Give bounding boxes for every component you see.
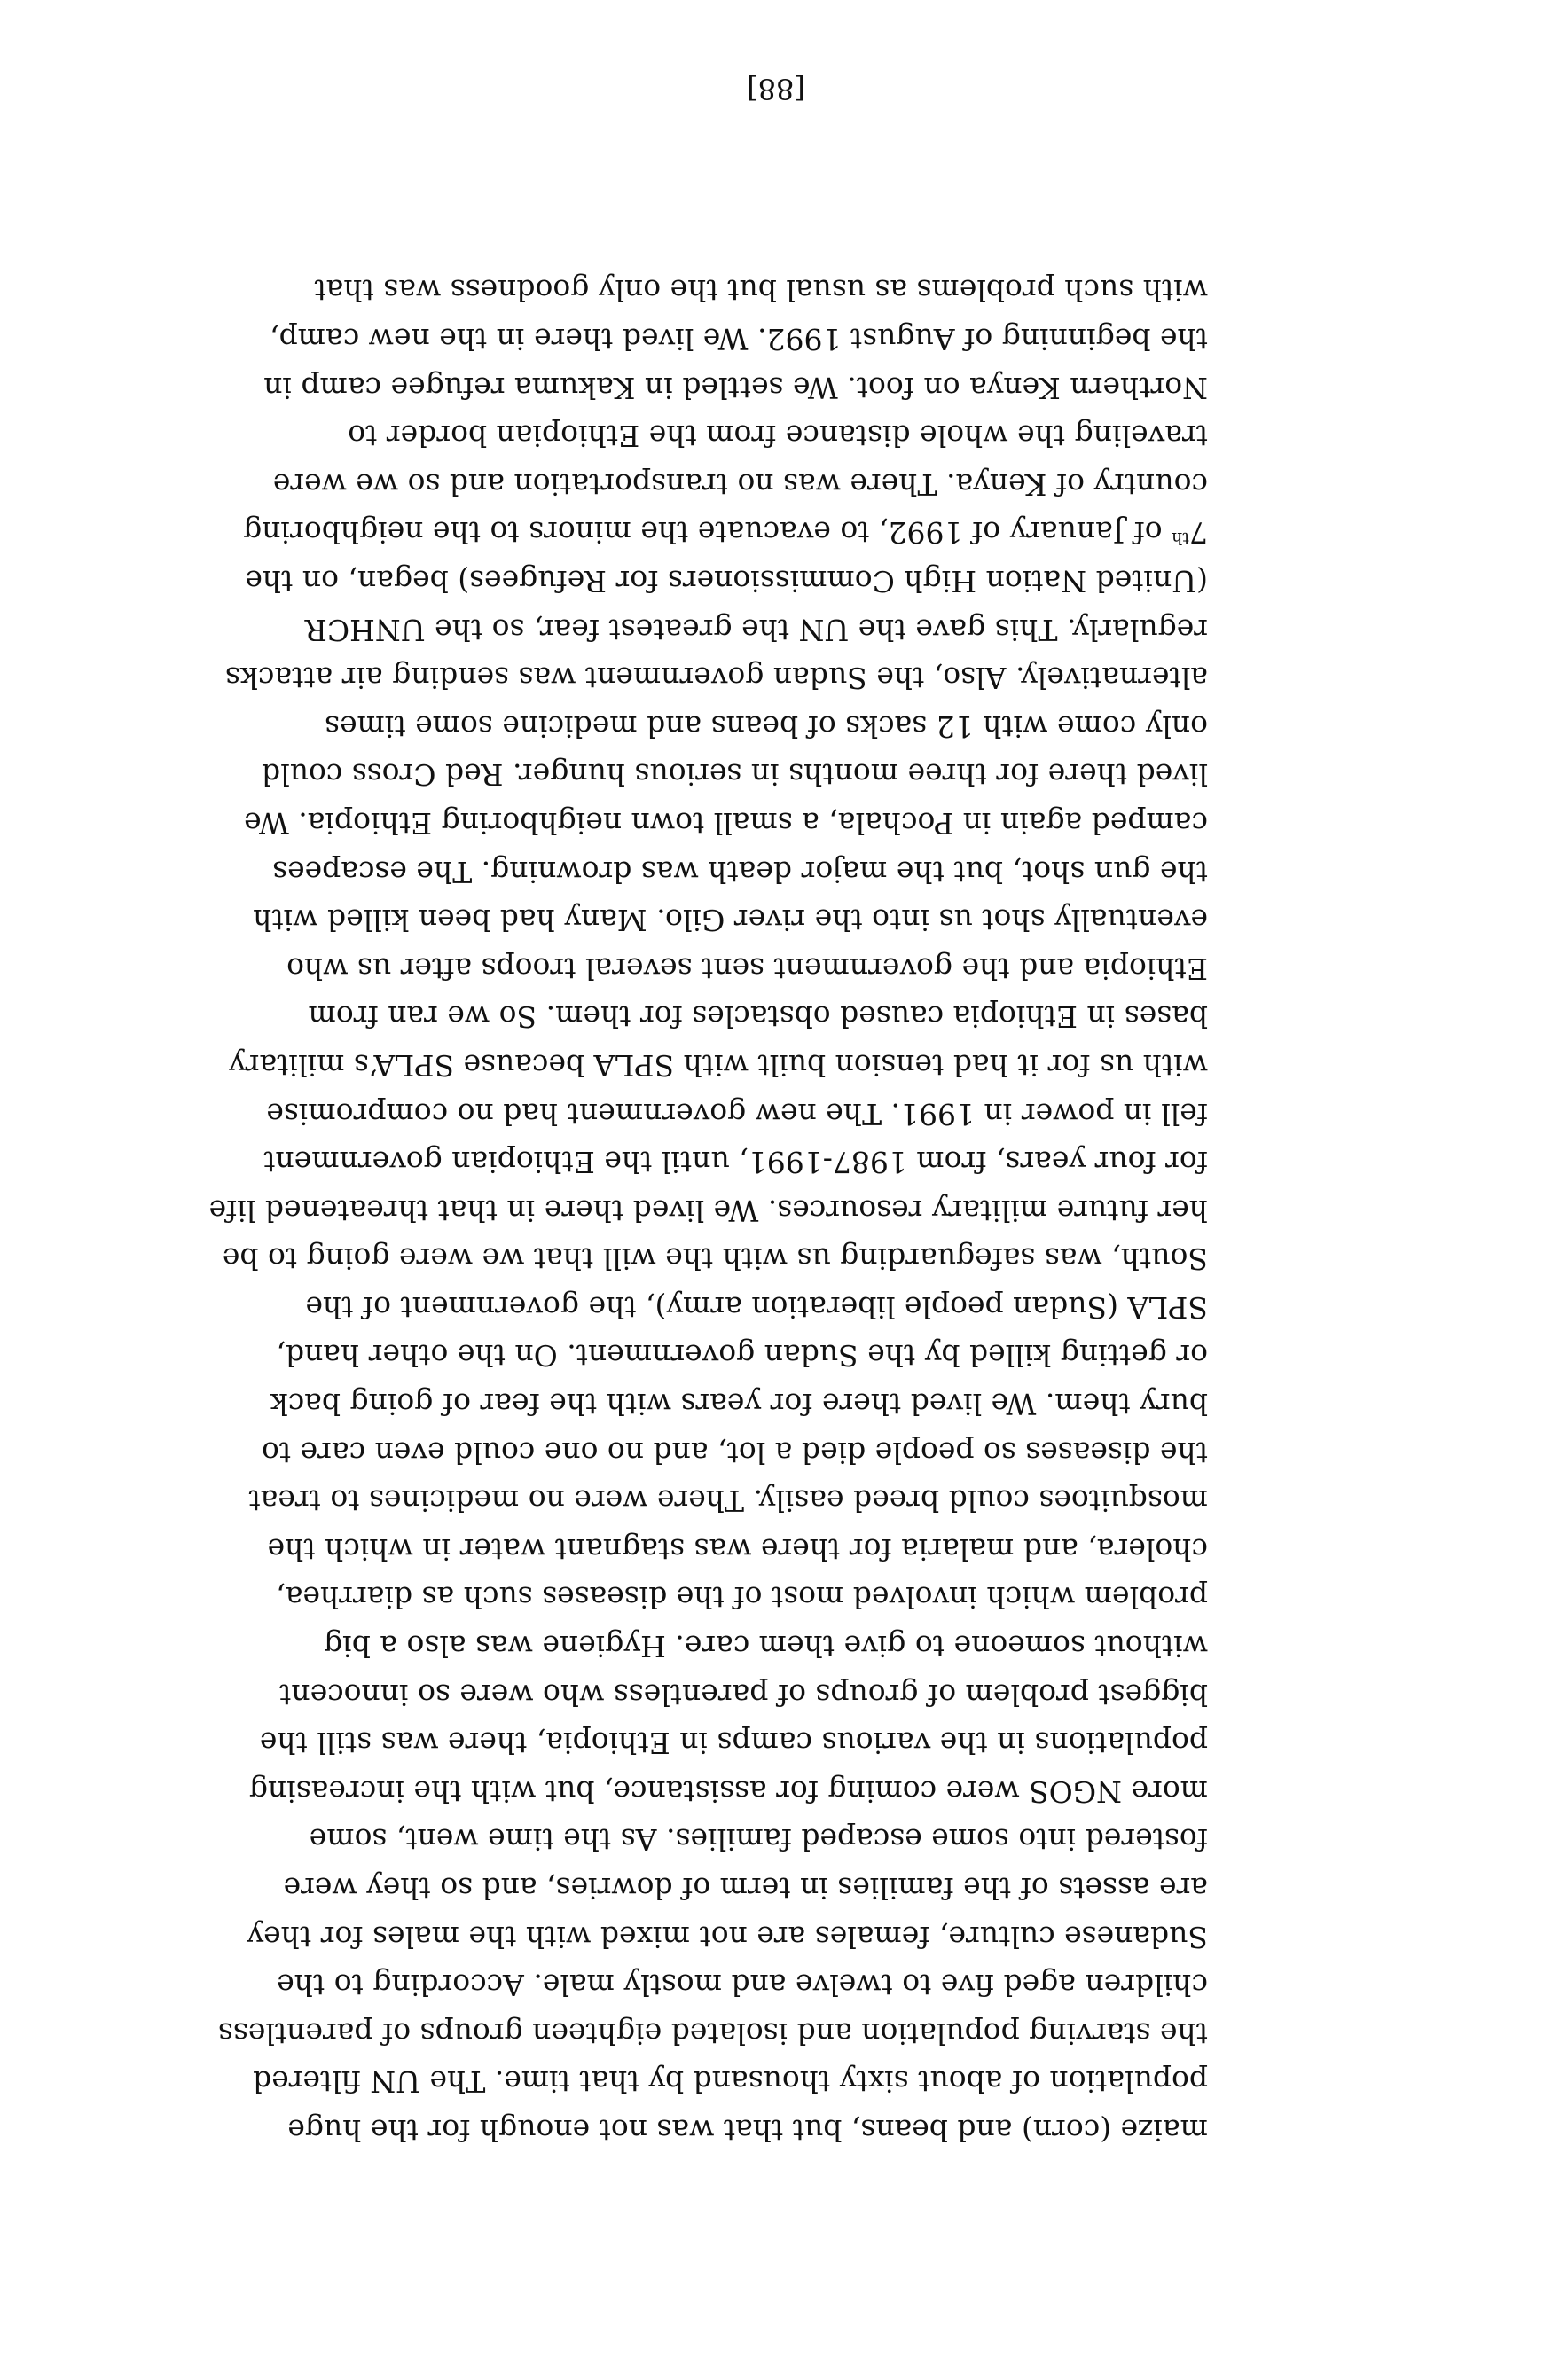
text-line: mosquitoes could breed easily. There were no medicines to treat xyxy=(248,1484,1208,1519)
text-line: biggest problem of groups of parentless who were so innocent xyxy=(279,1677,1208,1712)
text-line: (United Nation High Commissioners for Refugees) began, on the xyxy=(245,564,1208,599)
text-line: only come with 12 sacks of beans and medicine some times xyxy=(325,709,1208,744)
body-text xyxy=(179,266,1208,2154)
text-line: the diseases so people died a lot, and no one could even care to xyxy=(262,1435,1208,1470)
line-remainder: of January of 1992, to evacuate the minors to the neighboring xyxy=(243,515,1172,551)
text-line: population of about sixty thousand by that time. The UN filtered xyxy=(253,2064,1208,2100)
text-line: children aged five to twelve and mostly male. According to the xyxy=(277,1968,1208,2003)
text-line: the beginning of August 1992. We lived there in the new camp, xyxy=(270,322,1208,357)
text-line: regularly. This gave the UN the greatest fear, so the UNHCR xyxy=(305,612,1208,647)
text-line: are assets of the families in term of dowries, and so they were xyxy=(283,1871,1208,1906)
text-line: populations in the various camps in Ethiopia, there was still the xyxy=(259,1726,1208,1761)
text-line: Northern Kenya on foot. We settled in Kakuma refugee camp in xyxy=(263,370,1208,405)
text-line: or getting killed by the Sudan government. On the other hand, xyxy=(276,1338,1208,1374)
text-line: country of Kenya. There was no transportation and so we were xyxy=(272,466,1208,502)
text-line: traveling the whole distance from the Ethiopian border to xyxy=(348,419,1208,454)
text-line: Sudanese culture, females are not mixed with the males for they xyxy=(247,1919,1208,1954)
ordinal-number: 7 xyxy=(1189,515,1208,551)
text-line: eventually shot us into the river Gilo. Many had been killed with xyxy=(253,903,1208,938)
text-line xyxy=(179,508,1208,557)
text-line: with us for it had tension built with SPLA because SPLA’s military xyxy=(229,1047,1208,1083)
text-line: more NGOS were coming for assistance, but with the increasing xyxy=(248,1773,1208,1809)
text-line: with such problems as usual but the only goodness was that xyxy=(314,273,1208,309)
text-line: fostered into some escaped families. As the time went, some xyxy=(309,1822,1208,1858)
text-line: bases in Ethiopia caused obstacles for them. So we ran from xyxy=(308,999,1208,1035)
text-line: SPLA (Sudan people liberation army), the government of the xyxy=(305,1289,1208,1325)
text-line: alternatively. Also, the Sudan government was sending air attacks xyxy=(224,661,1208,696)
text-line: for four years, from 1987-1991, until the Ethiopian government xyxy=(263,1145,1208,1180)
text-line: South, was safeguarding us with the will that we were going to be xyxy=(222,1241,1208,1277)
text-line: maize (corn) and beans, but that was not enough for the huge xyxy=(287,2113,1208,2148)
text-line: her future military resources. We lived there in that threatened life xyxy=(208,1193,1208,1228)
text-line: the gun shot, but the major death was drowning. The escapees xyxy=(272,854,1208,889)
ordinal-suffix: th xyxy=(1172,528,1189,549)
text-line: problem which involved most of the diseases such as diarrhea, xyxy=(276,1580,1208,1616)
text-line: lived there for three months in serious hunger. Red Cross could xyxy=(262,757,1208,793)
page-number: [88] xyxy=(747,72,805,106)
text-line: without someone to give them care. Hygiene was also a big xyxy=(324,1629,1208,1664)
text-line: cholera, and malaria for there was stagnant water in which the xyxy=(267,1531,1208,1567)
text-line: Ethiopia and the government sent several troops after us who xyxy=(286,951,1208,986)
text-line: camped again in Pochala, a small town neighboring Ethiopia. We xyxy=(244,805,1208,841)
text-line: the starving population and isolated eighteen groups of parentless xyxy=(217,2016,1208,2051)
text-line: fell in power in 1991. The new government had no compromise xyxy=(266,1096,1208,1131)
text-line: bury them. We lived there for years with the fear of going back xyxy=(270,1387,1208,1422)
